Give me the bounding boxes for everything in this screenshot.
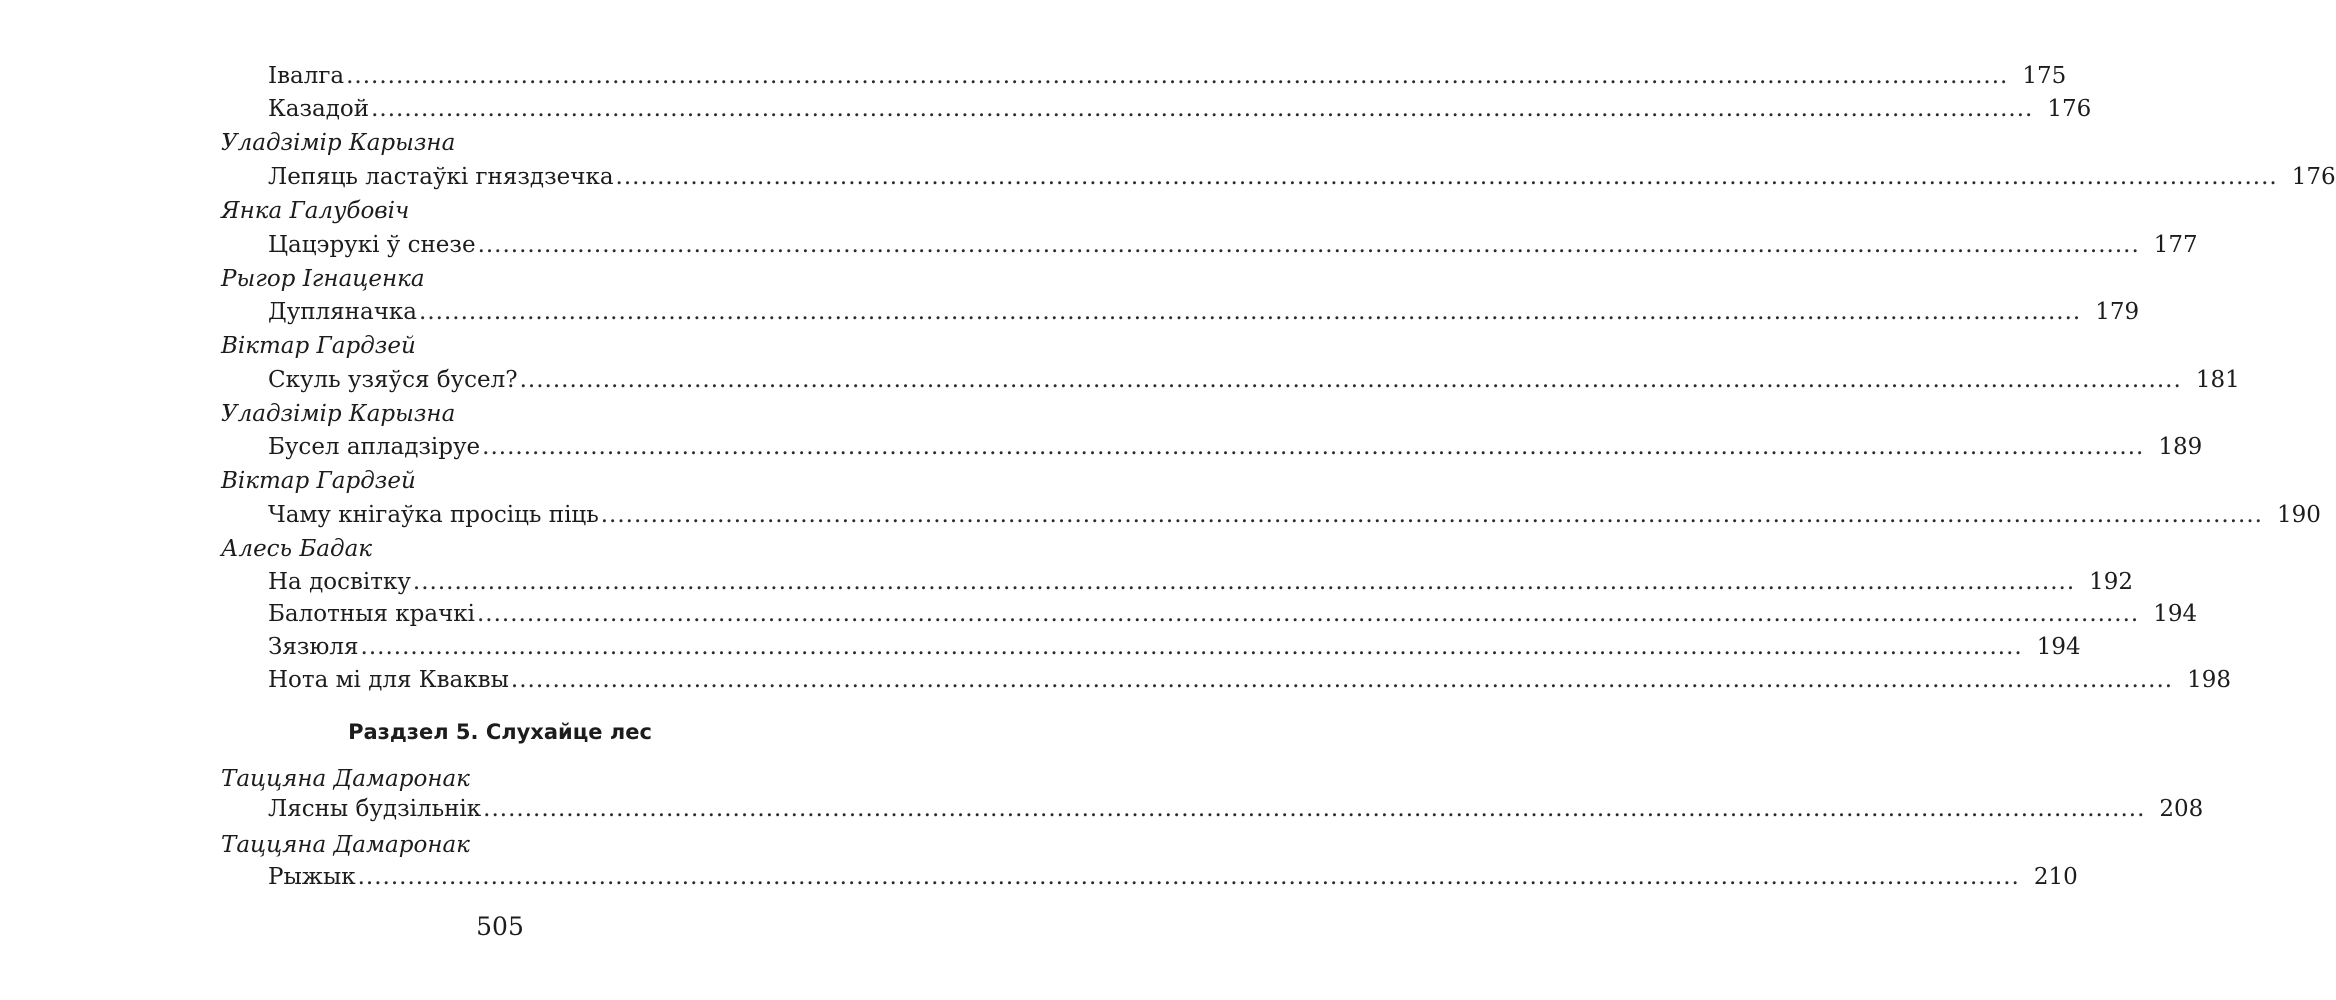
- entry-title: Рыжык: [268, 864, 356, 890]
- dot-leader: ........................................................................................................................................................................................................: [346, 63, 2009, 89]
- toc-entry: [221, 228, 2198, 262]
- entry-page-number: 181: [2195, 367, 2240, 393]
- entry-title: Дупляначка: [268, 299, 418, 325]
- entry-page-number: 176: [2291, 164, 2336, 190]
- entry-title: Зязюля: [268, 634, 359, 660]
- entry-title: Скуль узяўся бусел?: [268, 367, 518, 393]
- author-name: Янка Галубовіч: [221, 198, 410, 224]
- dot-leader: ........................................................................................................................................................................................................: [412, 569, 2076, 595]
- entry-page-number: 175: [2022, 63, 2067, 89]
- toc-entry: [221, 160, 2336, 194]
- entry-title: Казадой: [268, 96, 370, 122]
- entry-title: Нота мі для Кваквы: [268, 667, 509, 693]
- dot-leader: ........................................................................................................................................................................................................: [419, 299, 2082, 325]
- author-name: Віктар Гардзей: [221, 468, 416, 494]
- dot-leader: ........................................................................................................................................................................................................: [360, 634, 2023, 660]
- entry-title: На досвітку: [268, 569, 411, 595]
- entry-page-number: 198: [2187, 667, 2232, 693]
- dot-leader: ........................................................................................................................................................................................................: [477, 601, 2140, 627]
- entry-page-number: 176: [2047, 96, 2092, 122]
- dot-leader: ........................................................................................................................................................................................................: [600, 502, 2263, 528]
- author-name: Таццяна Дамаронак: [221, 832, 470, 858]
- entry-page-number: 189: [2158, 434, 2203, 460]
- entry-page-number: 190: [2276, 502, 2321, 528]
- toc-entry: [221, 630, 2081, 664]
- entry-title: Лясны будзільнік: [268, 796, 482, 822]
- entry-page-number: 192: [2089, 569, 2134, 595]
- dot-leader: ........................................................................................................................................................................................................: [357, 864, 2020, 890]
- entry-title: Балотныя крачкі: [268, 601, 475, 627]
- dot-leader: ........................................................................................................................................................................................................: [615, 164, 2278, 190]
- toc-entry: [221, 792, 2204, 826]
- dot-leader: ........................................................................................................................................................................................................: [477, 232, 2140, 258]
- author-name: Уладзімір Карызна: [221, 130, 456, 156]
- toc-entry: [221, 92, 2092, 126]
- toc-entry: [221, 565, 2134, 599]
- entry-page-number: 177: [2153, 232, 2198, 258]
- entry-page-number: 208: [2159, 796, 2204, 822]
- author-name: Алесь Бадак: [221, 536, 373, 562]
- toc-entry: [221, 498, 2321, 532]
- toc-entry: [221, 59, 2067, 93]
- page-number: 505: [476, 912, 524, 941]
- dot-leader: ........................................................................................................................................................................................................: [483, 796, 2146, 822]
- toc-entry: [221, 295, 2140, 329]
- entry-title: Бусел апладзіруе: [268, 434, 481, 460]
- entry-title: Чаму кнігаўка просіць піць: [268, 502, 599, 528]
- author-name: Рыгор Ігнаценка: [221, 266, 425, 292]
- entry-title: Цацэрукі ў снезе: [268, 232, 476, 258]
- dot-leader: ........................................................................................................................................................................................................: [371, 96, 2034, 122]
- entry-page-number: 179: [2095, 299, 2140, 325]
- dot-leader: ........................................................................................................................................................................................................: [519, 367, 2182, 393]
- dot-leader: ........................................................................................................................................................................................................: [482, 434, 2145, 460]
- toc-entry: [221, 860, 2078, 894]
- toc-entry: [221, 663, 2232, 697]
- section-heading: Раздзел 5. Слухайце лес: [348, 720, 652, 744]
- toc-entry: [221, 430, 2203, 464]
- author-name: Віктар Гардзей: [221, 333, 416, 359]
- entry-page-number: 194: [2153, 601, 2198, 627]
- entry-page-number: 210: [2033, 864, 2078, 890]
- entry-page-number: 194: [2036, 634, 2081, 660]
- author-name: Таццяна Дамаронак: [221, 766, 470, 792]
- dot-leader: ........................................................................................................................................................................................................: [510, 667, 2174, 693]
- entry-title: Лепяць ластаўкі гняздзечка: [268, 164, 614, 190]
- entry-title: Івалга: [268, 63, 345, 89]
- author-name: Уладзімір Карызна: [221, 401, 456, 427]
- toc-entry: [221, 363, 2240, 397]
- toc-entry: [221, 597, 2198, 631]
